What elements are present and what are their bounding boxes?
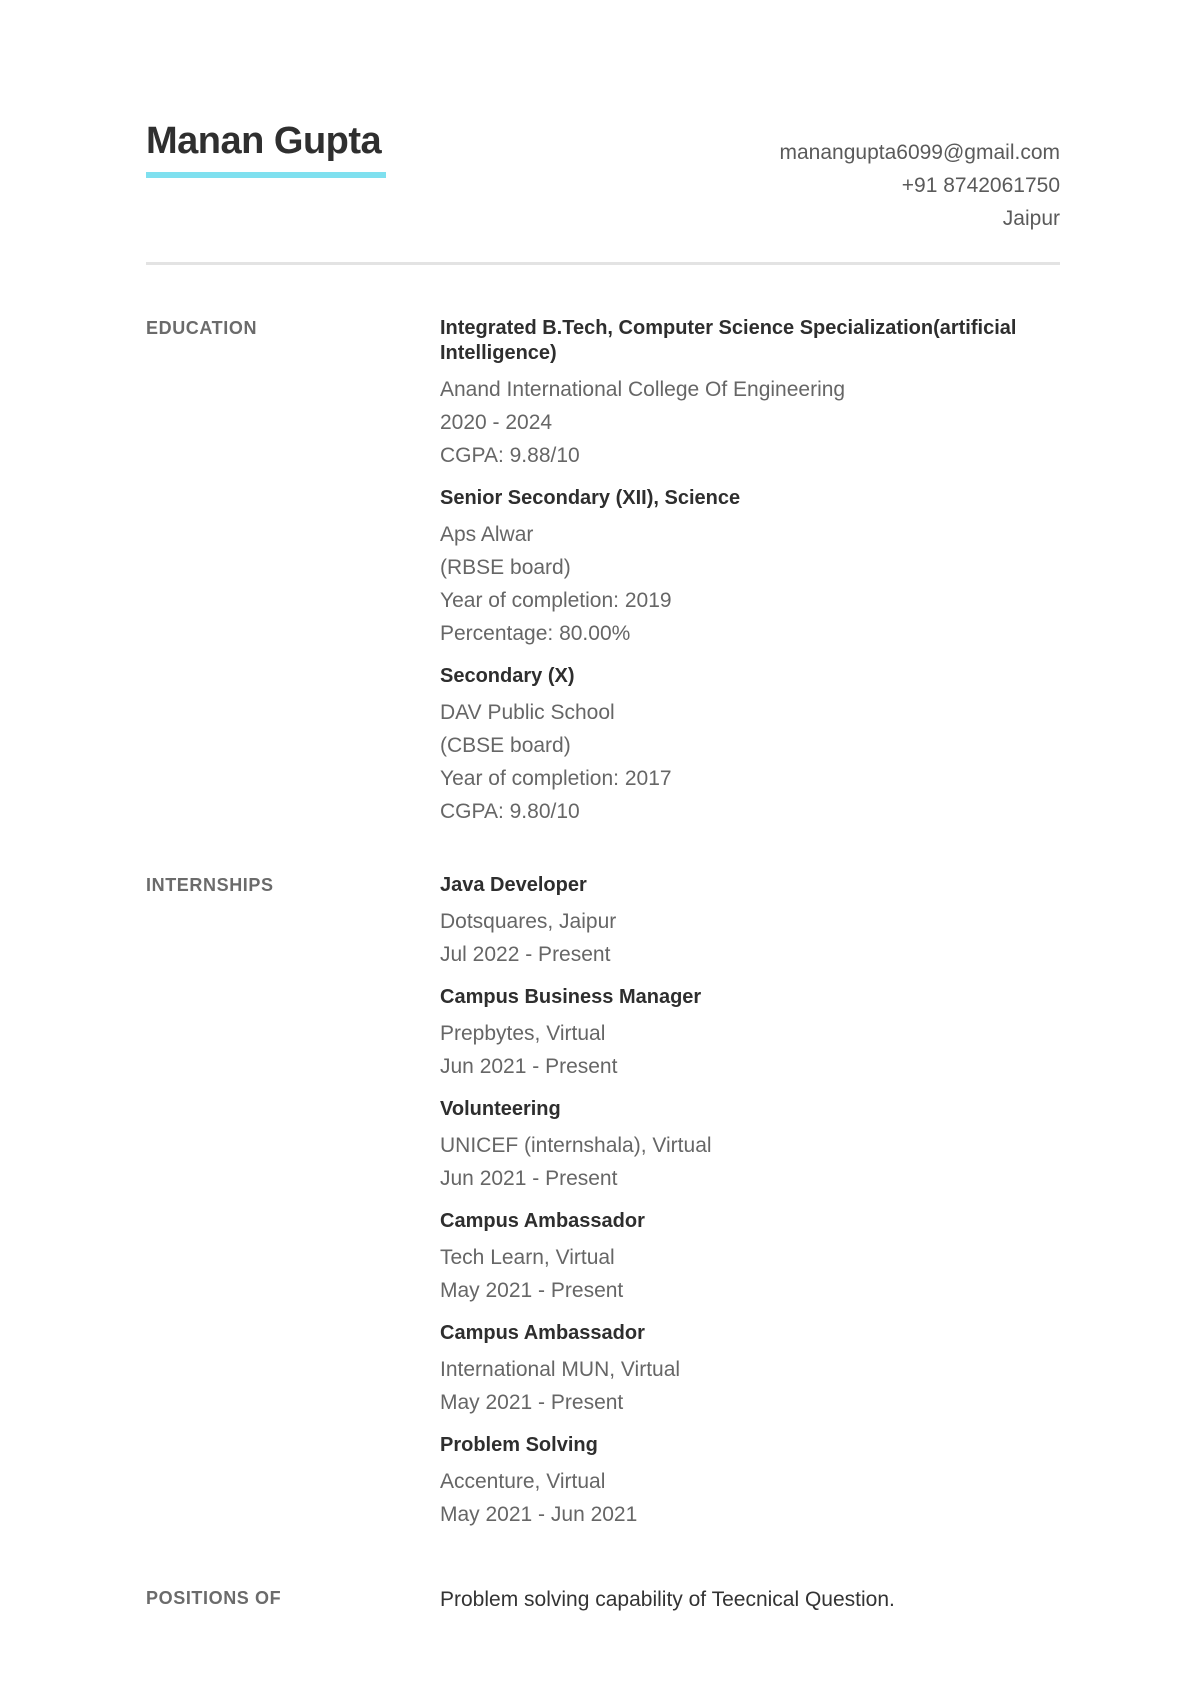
- email-text: manangupta6099@gmail.com: [779, 141, 1060, 164]
- contact-info: [780, 136, 1061, 235]
- internship-entry: [440, 873, 1060, 971]
- entry-line: May 2021 - Present: [440, 1391, 624, 1414]
- entry-line: 2020 - 2024: [440, 411, 553, 434]
- education-list: [440, 316, 1060, 842]
- candidate-name: Manan Gupta: [146, 120, 382, 162]
- internship-entry: [440, 1321, 1060, 1419]
- entry-line: Aps Alwar: [440, 523, 534, 546]
- location-text: Jaipur: [1002, 207, 1060, 230]
- entry-line: Percentage: 80.00%: [440, 622, 631, 645]
- name-block: [146, 118, 386, 178]
- entry-line: International MUN, Virtual: [440, 1358, 681, 1381]
- education-entry: [440, 664, 1060, 828]
- entry-line: DAV Public School: [440, 701, 615, 724]
- internships-label: INTERNSHIPS: [146, 875, 274, 895]
- entry-line: Anand International College Of Engineering: [440, 378, 846, 401]
- entry-title: Volunteering: [440, 1098, 561, 1120]
- entry-line: Dotsquares, Jaipur: [440, 910, 617, 933]
- entry-line: Prepbytes, Virtual: [440, 1022, 606, 1045]
- entry-line: Year of completion: 2019: [440, 589, 672, 612]
- entry-title: Secondary (X): [440, 665, 575, 687]
- entry-title: Campus Ambassador: [440, 1322, 645, 1344]
- entry-line: Year of completion: 2017: [440, 767, 672, 790]
- entry-title: Java Developer: [440, 874, 587, 896]
- internship-entry: [440, 1209, 1060, 1307]
- entry-line: May 2021 - Jun 2021: [440, 1503, 638, 1526]
- internships-list: [440, 873, 1060, 1545]
- name-accent-underline: [146, 172, 386, 178]
- entry-title: Campus Business Manager: [440, 986, 702, 1008]
- entry-line: CGPA: 9.88/10: [440, 444, 580, 467]
- entry-title: Campus Ambassador: [440, 1210, 645, 1232]
- phone-text: +91 8742061750: [901, 174, 1060, 197]
- positions-label: POSITIONS OF: [146, 1588, 282, 1608]
- entry-line: Tech Learn, Virtual: [440, 1246, 615, 1269]
- education-entry: [440, 486, 1060, 650]
- entry-line: Jun 2021 - Present: [440, 1167, 618, 1190]
- entry-line: May 2021 - Present: [440, 1279, 624, 1302]
- education-entry: [440, 316, 1060, 472]
- entry-line: UNICEF (internshala), Virtual: [440, 1134, 712, 1157]
- internship-entry: [440, 985, 1060, 1083]
- education-label: EDUCATION: [146, 318, 258, 338]
- entry-line: Accenture, Virtual: [440, 1470, 606, 1493]
- entry-line: Jul 2022 - Present: [440, 943, 611, 966]
- entry-line: CGPA: 9.80/10: [440, 800, 580, 823]
- entry-title: Integrated B.Tech, Computer Science Specialization(artificial Intelligence): [440, 317, 1017, 364]
- internship-entry: [440, 1097, 1060, 1195]
- entry-title: Senior Secondary (XII), Science: [440, 487, 741, 509]
- positions-body: [440, 1586, 1060, 1614]
- header-divider: [146, 262, 1060, 265]
- entry-line: (CBSE board): [440, 734, 571, 757]
- entry-title: Problem Solving: [440, 1434, 598, 1456]
- entry-line: Jun 2021 - Present: [440, 1055, 618, 1078]
- internship-entry: [440, 1433, 1060, 1531]
- positions-text: Problem solving capability of Teecnical Question.: [440, 1588, 895, 1611]
- entry-line: (RBSE board): [440, 556, 571, 579]
